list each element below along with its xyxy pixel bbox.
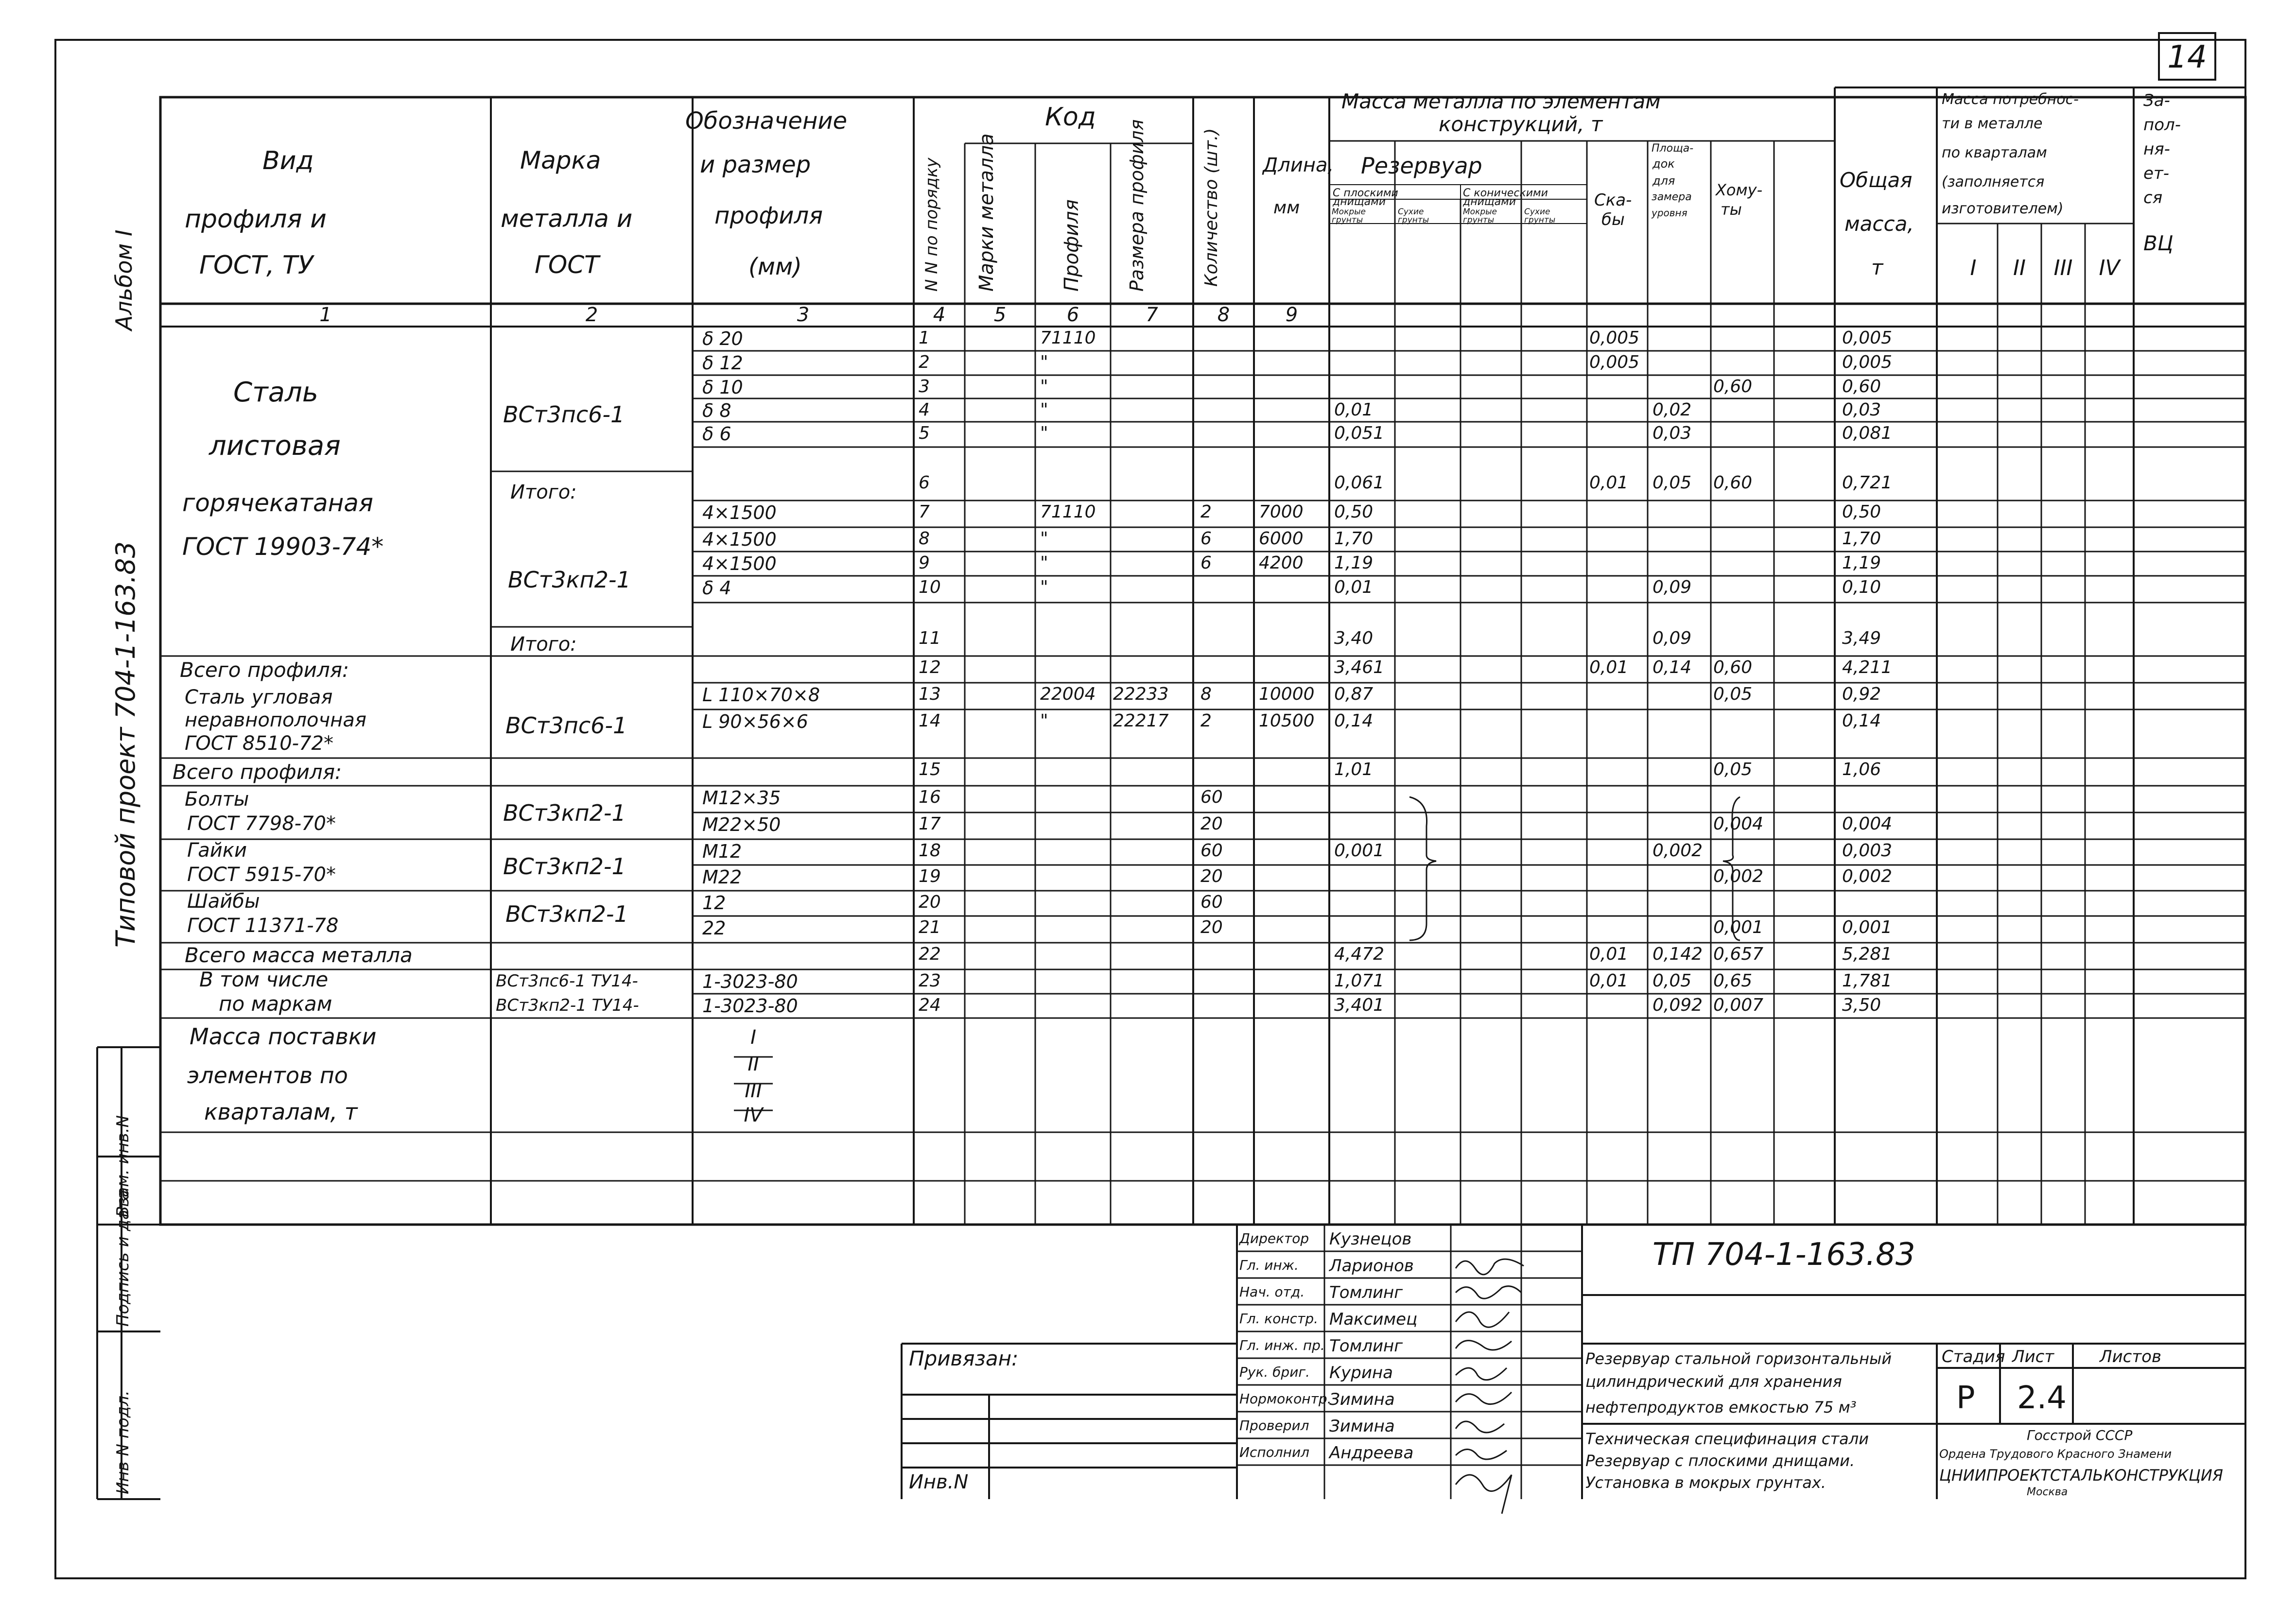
- hdr-fill-5: ся: [2143, 188, 2163, 207]
- cell-cnt: 60: [1200, 892, 1223, 912]
- tb-role: Рук. бриг.: [1239, 1364, 1310, 1380]
- hdr-flat-l1: С плоскими: [1333, 187, 1398, 199]
- hdr-need-l5: изготовителем): [1942, 200, 2064, 217]
- grp-sheet-l1: Сталь: [233, 377, 318, 408]
- cell-kh: 0,002: [1713, 866, 1764, 886]
- cell-n: 15: [919, 760, 941, 779]
- cell-n: 4: [919, 400, 930, 420]
- stamp-replacement: Взам. инв.N: [113, 1115, 133, 1217]
- cell-n: 16: [919, 787, 941, 807]
- cell-cnt: 20: [1200, 814, 1223, 834]
- grp-incl-l1: В том числе: [199, 968, 329, 991]
- cell-n: 6: [919, 473, 930, 493]
- hdr-col3-l1: Обозначение: [685, 107, 848, 135]
- hdr-col3-l2: и размер: [700, 151, 811, 178]
- grp-supply-l3: кварталам, т: [204, 1099, 358, 1125]
- cell-n: 2: [919, 352, 930, 372]
- grp-mark1: ВСт3пс6-1: [503, 401, 625, 428]
- cell-m1: 4,472: [1334, 944, 1385, 964]
- hdr-q4: IV: [2099, 256, 2120, 280]
- hdr-platform-l1: Площа-: [1652, 142, 1694, 155]
- cell-size: M22: [702, 866, 742, 888]
- cell-m1: 3,461: [1334, 657, 1385, 677]
- cell-pl: 0,05: [1652, 971, 1692, 991]
- hdr-reservoir: Резервуар: [1361, 153, 1482, 179]
- grp-incl-mark1: ВСт3пс6-1 ТУ14-: [496, 971, 638, 991]
- cell-tot: 0,001: [1842, 917, 1893, 937]
- hdr-need-l2: ти в металле: [1942, 115, 2043, 132]
- cell-prof: ": [1040, 553, 1048, 573]
- grp-washers-mark: ВСт3кп2-1: [505, 901, 628, 927]
- tb-name: Зимина: [1329, 1417, 1395, 1436]
- tb-name: Курина: [1329, 1363, 1393, 1382]
- colnum-1: 1: [319, 304, 332, 326]
- hdr-total-l3: т: [1871, 256, 1883, 279]
- hdr-need-l3: по кварталам: [1942, 144, 2047, 161]
- supply-q4: IV: [744, 1104, 763, 1126]
- cell-kh: 0,657: [1713, 944, 1764, 964]
- side-project: Типовой проект 704-1-163.83: [110, 541, 141, 948]
- hdr-platform-l5: уровня: [1652, 207, 1687, 219]
- cell-m1: 1,071: [1334, 971, 1385, 991]
- hdr-code: Код: [1045, 103, 1096, 132]
- cell-kh: 0,65: [1713, 971, 1753, 991]
- cell-size: L 110×70×8: [702, 684, 820, 706]
- cell-m1: 0,14: [1334, 711, 1374, 731]
- cell-n: 3: [919, 377, 930, 397]
- hdr-col8: Количество (шт.): [1201, 128, 1221, 287]
- tb-desc2-l3: Установка в мокрых грунтах.: [1585, 1473, 1826, 1492]
- cell-kh: 0,007: [1713, 995, 1764, 1015]
- cell-m1: 0,87: [1334, 684, 1374, 704]
- signatures: [1456, 1259, 1524, 1514]
- hdr-q3: III: [2053, 256, 2073, 280]
- hdr-col4: N N по порядку: [922, 157, 941, 292]
- cell-sk: 0,01: [1589, 657, 1629, 677]
- side-album: Альбом I: [111, 229, 137, 330]
- cell-size: δ 12: [702, 352, 743, 374]
- cell-tot: 0,721: [1842, 473, 1893, 493]
- hdr-col2-l2: металла и: [501, 205, 633, 233]
- cell-len: 7000: [1259, 502, 1304, 522]
- hdr-ladders-l2: бы: [1601, 210, 1625, 229]
- grp-angle-mark: ВСт3пс6-1: [505, 712, 627, 739]
- tb-role: Проверил: [1239, 1417, 1309, 1434]
- cell-n: 9: [919, 553, 930, 573]
- grp-bolts-mark: ВСт3кп2-1: [503, 800, 626, 826]
- cell-n: 24: [919, 995, 941, 1015]
- sheet-number: 14: [2158, 32, 2216, 81]
- cell-m1: 0,01: [1334, 577, 1374, 597]
- colnum-5: 5: [993, 304, 1007, 326]
- grp-sheet-l3: горячекатаная: [182, 489, 373, 517]
- cell-rp: 22217: [1113, 711, 1169, 731]
- tb-name: Зимина: [1329, 1390, 1395, 1409]
- hdr-col3-l4: (мм): [748, 253, 802, 280]
- cell-size: 4×1500: [702, 553, 777, 574]
- hdr-col7: Размера профиля: [1126, 119, 1148, 292]
- cell-tot: 0,004: [1842, 814, 1893, 834]
- cell-cnt: 6: [1200, 553, 1212, 573]
- hdr-fill-2: пол-: [2143, 115, 2181, 135]
- cell-sk: 0,01: [1589, 944, 1629, 964]
- grp-angle-l1: Сталь угловая: [185, 686, 333, 708]
- hdr-q1: I: [1970, 256, 1977, 280]
- grp-vsego-massa: Всего масса металла: [185, 943, 413, 967]
- tb-name: Томлинг: [1329, 1336, 1403, 1356]
- cell-pl: 0,09: [1652, 577, 1692, 597]
- hdr-col9-l1: Длина,: [1263, 154, 1334, 176]
- tb-privyazan: Привязан:: [909, 1347, 1019, 1370]
- cell-size: δ 6: [702, 423, 731, 445]
- cell-n: 7: [919, 502, 930, 522]
- cell-n: 12: [919, 657, 941, 677]
- tb-name: Максимец: [1329, 1310, 1418, 1329]
- tb-name: Ларионов: [1329, 1256, 1414, 1276]
- cell-m1: 0,051: [1334, 423, 1385, 443]
- cell-m1: 1,70: [1334, 529, 1374, 549]
- hdr-clamps-l1: Хому-: [1716, 181, 1763, 199]
- tb-desc1-l3: нефтепродуктов емкостью 75 м³: [1585, 1398, 1857, 1417]
- cell-kh: 0,05: [1713, 684, 1753, 704]
- cell-sk: 0,01: [1589, 473, 1629, 493]
- hdr-col3-l3: профиля: [714, 202, 823, 229]
- cell-tot: 0,002: [1842, 866, 1893, 886]
- supply-q1: I: [750, 1026, 756, 1049]
- hdr-ladders-l1: Ска-: [1594, 190, 1632, 210]
- tb-desc1-l2: цилиндрический для хранения: [1585, 1372, 1842, 1391]
- grp-bolts-l1: Болты: [185, 788, 249, 811]
- cell-n: 22: [919, 944, 941, 964]
- tb-desc2-l1: Техническая специфинация стали: [1585, 1430, 1869, 1448]
- colnum-4: 4: [933, 304, 946, 326]
- cell-pl: 0,03: [1652, 423, 1692, 443]
- hdr-need-l4: (заполняется: [1942, 173, 2045, 190]
- cell-prof: ": [1040, 423, 1048, 443]
- cell-prof: ": [1040, 711, 1048, 731]
- cell-kh: 0,004: [1713, 814, 1764, 834]
- hdr-col6: Профиля: [1061, 199, 1083, 292]
- cell-tot: 0,50: [1842, 502, 1881, 522]
- hdr-mass-l2: конструкций, т: [1439, 112, 1603, 136]
- cell-n: 17: [919, 814, 941, 834]
- hdr-dry2: Сухие грунты: [1524, 207, 1556, 225]
- grp-sheet-l2: листовая: [209, 430, 341, 462]
- cell-pl: 0,002: [1652, 841, 1703, 861]
- cell-size: 4×1500: [702, 502, 777, 523]
- supply-q3: III: [745, 1080, 762, 1102]
- tb-sheet-label: Лист: [2012, 1347, 2054, 1366]
- cell-size: 22: [702, 917, 726, 939]
- tb-role: Директор: [1239, 1230, 1309, 1246]
- tb-code: ТП 704-1-163.83: [1652, 1237, 1915, 1273]
- stamp-signature-date: Подпись и дата: [113, 1190, 133, 1327]
- grp-incl-l2: по маркам: [219, 992, 332, 1016]
- hdr-platform-l2: док: [1652, 157, 1675, 171]
- cell-len: 4200: [1259, 553, 1304, 573]
- tb-org-l4: Москва: [2027, 1486, 2068, 1498]
- colnum-3: 3: [797, 304, 810, 326]
- cell-tot: 0,003: [1842, 841, 1893, 861]
- cell-n: 23: [919, 971, 941, 991]
- tb-stage-label: Стадия: [1942, 1347, 2005, 1366]
- cell-n: 10: [919, 577, 941, 597]
- cell-n: 1: [919, 328, 930, 348]
- cell-cnt: 20: [1200, 866, 1223, 886]
- cell-size: M22×50: [702, 814, 781, 835]
- tb-sheets-label: Листов: [2100, 1347, 2162, 1366]
- cell-tot: 4,211: [1842, 657, 1893, 677]
- tb-org-l1: Госстрой СССР: [2027, 1427, 2133, 1443]
- cell-n: 18: [919, 841, 941, 861]
- grp-washers-l2: ГОСТ 11371-78: [187, 915, 339, 937]
- cell-cnt: 60: [1200, 787, 1223, 807]
- grp-itogo2: Итого:: [510, 633, 577, 656]
- tb-role: Гл. констр.: [1239, 1311, 1319, 1327]
- cell-n: 11: [919, 628, 941, 648]
- supply-q2: II: [748, 1053, 759, 1075]
- tb-role: Гл. инж. пр.: [1239, 1337, 1325, 1353]
- cell-n: 13: [919, 684, 941, 704]
- cell-pl: 0,09: [1652, 628, 1692, 648]
- colnum-7: 7: [1146, 304, 1158, 326]
- cell-cnt: 20: [1200, 917, 1223, 937]
- hdr-col1-l1: Вид: [262, 146, 314, 175]
- cell-sk: 0,005: [1589, 352, 1640, 372]
- cell-tot: 1,70: [1842, 529, 1881, 549]
- cell-tot: 0,03: [1842, 400, 1881, 420]
- grp-itogo1: Итого:: [510, 481, 577, 503]
- cell-size: M12×35: [702, 787, 781, 809]
- grp-incl-mark2: ВСт3кп2-1 ТУ14-: [496, 996, 639, 1015]
- tb-role: Нормоконтр.: [1239, 1391, 1332, 1407]
- grp-vsego-profilya1: Всего профиля:: [180, 658, 349, 682]
- grp-nuts-mark: ВСт3кп2-1: [503, 853, 626, 880]
- tb-role: Исполнил: [1239, 1444, 1310, 1460]
- cell-pl: 0,092: [1652, 995, 1703, 1015]
- hdr-col5: Марки металла: [975, 133, 998, 292]
- cell-cnt: 2: [1200, 711, 1212, 731]
- cell-tot: 5,281: [1842, 944, 1893, 964]
- cell-n: 14: [919, 711, 941, 731]
- cell-tot: 0,081: [1842, 423, 1893, 443]
- cell-prof: 71110: [1040, 502, 1096, 522]
- hdr-platform-l3: для: [1652, 174, 1675, 188]
- hdr-flat-l2: днищами: [1333, 196, 1386, 208]
- cell-n: 21: [919, 917, 941, 937]
- cell-n: 20: [919, 892, 941, 912]
- cell-prof: ": [1040, 400, 1048, 420]
- tb-name: Кузнецов: [1329, 1229, 1412, 1249]
- cell-cnt: 60: [1200, 841, 1223, 861]
- cell-pl: 0,05: [1652, 473, 1692, 493]
- hdr-fill-1: За-: [2143, 91, 2170, 110]
- cell-tot: 1,19: [1842, 553, 1881, 573]
- hdr-clamps-l2: ты: [1721, 200, 1742, 219]
- cell-tot: 0,92: [1842, 684, 1881, 704]
- stamp-inv: Инв N подл.: [113, 1390, 133, 1494]
- tb-name: Андреева: [1329, 1443, 1414, 1463]
- tb-name: Томлинг: [1329, 1283, 1403, 1302]
- tb-desc1-l1: Резервуар стальной горизонтальный: [1585, 1349, 1892, 1368]
- cell-sk: 0,005: [1589, 328, 1640, 348]
- grp-vsego-profilya2: Всего профиля:: [173, 760, 342, 784]
- hdr-q2: II: [2013, 256, 2026, 280]
- hdr-col2-l1: Марка: [520, 146, 601, 174]
- cell-size: M12: [702, 841, 742, 862]
- cell-m1: 3,401: [1334, 995, 1385, 1015]
- hdr-dry1: Сухие грунты: [1398, 207, 1429, 225]
- hdr-col9-l2: мм: [1273, 198, 1300, 218]
- grp-supply-l2: элементов по: [187, 1062, 348, 1089]
- cell-rp: 22233: [1113, 684, 1169, 704]
- cell-tot: 3,50: [1842, 995, 1881, 1015]
- hdr-wet2: Мокрые грунты: [1463, 207, 1497, 225]
- grp-bolts-l2: ГОСТ 7798-70*: [187, 812, 336, 835]
- cell-prof: ": [1040, 377, 1048, 397]
- cell-cnt: 8: [1200, 684, 1212, 704]
- cell-tot: 1,06: [1842, 760, 1881, 779]
- cell-kh: 0,001: [1713, 917, 1764, 937]
- cell-size: L 90×56×6: [702, 711, 808, 732]
- tb-org-l2: Ордена Трудового Красного Знамени: [1939, 1447, 2172, 1461]
- cell-size: δ 8: [702, 400, 731, 421]
- hdr-platform-l4: замера: [1652, 191, 1692, 203]
- hdr-conical-l1: С коническими: [1463, 187, 1548, 199]
- tb-role: Гл. инж.: [1239, 1257, 1299, 1273]
- cell-prof: 71110: [1040, 328, 1096, 348]
- cell-len: 10500: [1259, 711, 1315, 731]
- grp-supply-l1: Масса поставки: [190, 1023, 377, 1050]
- cell-size: 1-3023-80: [702, 995, 798, 1017]
- cell-size: 12: [702, 892, 726, 914]
- cell-prof: ": [1040, 529, 1048, 549]
- cell-m1: 0,001: [1334, 841, 1385, 861]
- cell-tot: 0,005: [1842, 352, 1893, 372]
- cell-tot: 0,10: [1842, 577, 1881, 597]
- tb-desc2-l2: Резервуар с плоскими днищами.: [1585, 1451, 1855, 1470]
- tb-sheet: 2.4: [2017, 1380, 2067, 1416]
- grp-nuts-l2: ГОСТ 5915-70*: [187, 864, 336, 886]
- cell-pl: 0,14: [1652, 657, 1692, 677]
- cell-pl: 0,02: [1652, 400, 1692, 420]
- hdr-total-l1: Общая: [1840, 168, 1913, 192]
- hdr-col1-l3: ГОСТ, ТУ: [199, 251, 313, 280]
- cell-m1: 0,01: [1334, 400, 1374, 420]
- colnum-6: 6: [1066, 304, 1079, 326]
- cell-n: 19: [919, 866, 941, 886]
- hdr-wet1: Мокрые грунты: [1332, 207, 1366, 225]
- hdr-conical-l2: днищами: [1463, 196, 1516, 208]
- cell-size: 1-3023-80: [702, 971, 798, 992]
- grp-angle-l3: ГОСТ 8510-72*: [185, 732, 333, 755]
- grp-washers-l1: Шайбы: [187, 890, 260, 913]
- cell-tot: 1,781: [1842, 971, 1893, 991]
- cell-prof: ": [1040, 352, 1048, 372]
- hdr-col1-l2: профиля и: [185, 205, 327, 234]
- hdr-mass-l1: Масса металла по элементам: [1341, 89, 1661, 113]
- cell-tot: 3,49: [1842, 628, 1881, 648]
- hdr-fill-3: ня-: [2143, 139, 2170, 159]
- cell-n: 5: [919, 423, 930, 443]
- cell-m1: 0,061: [1334, 473, 1385, 493]
- tb-stage: Р: [1956, 1380, 1975, 1416]
- cell-prof: 22004: [1040, 684, 1096, 704]
- cell-tot: 0,14: [1842, 711, 1881, 731]
- cell-prof: ": [1040, 577, 1048, 597]
- hdr-fill-6: ВЦ: [2143, 231, 2174, 255]
- hdr-total-l2: масса,: [1844, 212, 1914, 236]
- colnum-2: 2: [585, 304, 598, 326]
- cell-sk: 0,01: [1589, 971, 1629, 991]
- hdr-fill-4: ет-: [2143, 164, 2169, 183]
- colnum-8: 8: [1217, 304, 1230, 326]
- cell-m1: 3,40: [1334, 628, 1374, 648]
- cell-kh: 0,60: [1713, 377, 1753, 397]
- cell-kh: 0,05: [1713, 760, 1753, 779]
- tb-inv: Инв.N: [909, 1471, 969, 1493]
- grp-angle-l2: неравнополочная: [185, 709, 366, 731]
- cell-tot: 0,60: [1842, 377, 1881, 397]
- grp-sheet-l4: ГОСТ 19903-74*: [182, 533, 384, 561]
- cell-cnt: 2: [1200, 502, 1212, 522]
- cell-len: 10000: [1259, 684, 1315, 704]
- cell-tot: 0,005: [1842, 328, 1893, 348]
- cell-size: δ 4: [702, 577, 731, 599]
- cell-size: δ 20: [702, 328, 743, 349]
- hdr-need-l1: Масса потребнос-: [1942, 91, 2079, 108]
- cell-n: 8: [919, 529, 930, 549]
- cell-kh: 0,60: [1713, 657, 1753, 677]
- tb-role: Нач. отд.: [1239, 1284, 1305, 1300]
- colnum-9: 9: [1285, 304, 1298, 326]
- cell-len: 6000: [1259, 529, 1304, 549]
- cell-pl: 0,142: [1652, 944, 1703, 964]
- hdr-col2-l3: ГОСТ: [535, 251, 599, 279]
- cell-size: δ 10: [702, 377, 743, 398]
- tb-org-l3: ЦНИИПРОЕКТСТАЛЬКОНСТРУКЦИЯ: [1939, 1466, 2223, 1485]
- cell-m1: 0,50: [1334, 502, 1374, 522]
- cell-kh: 0,60: [1713, 473, 1753, 493]
- cell-m1: 1,01: [1334, 760, 1374, 779]
- cell-cnt: 6: [1200, 529, 1212, 549]
- cell-size: 4×1500: [702, 529, 777, 550]
- grp-mark2: ВСт3кп2-1: [508, 567, 631, 593]
- grp-nuts-l1: Гайки: [187, 839, 247, 862]
- cell-m1: 1,19: [1334, 553, 1374, 573]
